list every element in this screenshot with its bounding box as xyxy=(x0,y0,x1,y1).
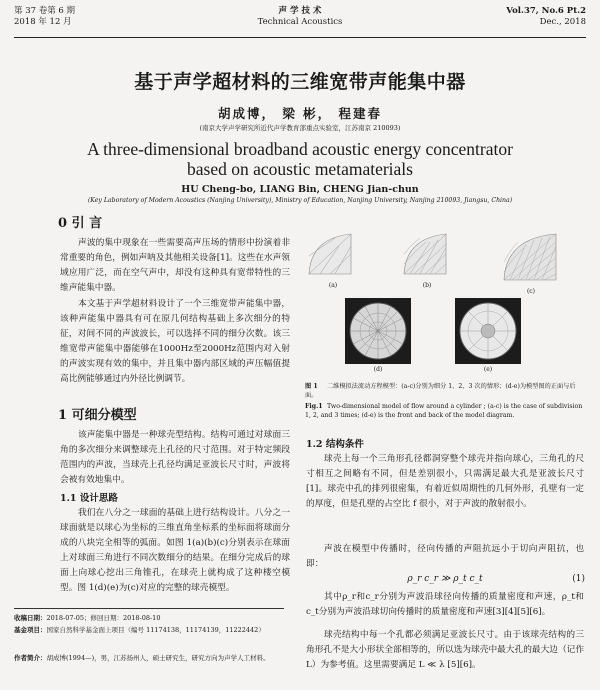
journal-name xyxy=(14,6,586,27)
title-en xyxy=(0,139,600,179)
footnote-fund xyxy=(14,626,294,635)
figure-1b-label: (b) xyxy=(422,282,432,289)
figure-1-label-en: Fig.1 xyxy=(305,403,323,410)
journal-name-zh: 声 学 技 术 xyxy=(278,6,322,16)
journal-volume-en xyxy=(506,6,586,27)
authors-zh: 胡成博， 梁 彬， 程建春 xyxy=(217,106,383,121)
running-header xyxy=(14,6,586,36)
figure-1c-label: (c) xyxy=(526,288,536,295)
figure-1d-sphere-front xyxy=(345,298,411,364)
figure-1-caption-zh-text: 二维模拟法流动方程模型：(a-c)分别为细分 1、2、3 次的情形；(d-e)为模型图的正面与后面。 xyxy=(305,383,576,399)
header-rule xyxy=(14,37,586,38)
title-zh: 基于声学超材料的三维宽带声能集中器 xyxy=(134,71,466,93)
figure-1e-sphere-back xyxy=(455,298,521,364)
footnote-rule xyxy=(14,608,284,609)
figure-1-caption-en xyxy=(305,402,585,420)
received-label: 收稿日期： xyxy=(14,614,47,622)
volume-issue: 第 37 卷第 6 期 xyxy=(14,6,76,16)
figure-1 xyxy=(305,228,590,378)
figure-1a-label: (a) xyxy=(328,282,338,289)
subsection-1-2-paragraph-2: 声波在模型中传播时，径向传播的声阻抗远小于切向声阻抗，也即： xyxy=(306,544,584,569)
title-en-line1: A three-dimensional broadband acoustic energy concentrator xyxy=(87,139,513,159)
equation-1 xyxy=(305,574,585,584)
section-1-paragraph-1: 该声能集中器是一种球壳型结构。结构可通过对球面三角的多次细分来调整球壳上孔径的尺寸范围。对于特定频段范围内的声波，当球壳上孔径均满足亚波长尺寸时，声波将会被有效地集中。 xyxy=(60,430,290,485)
fund-label: 基金项目： xyxy=(14,626,47,634)
journal-name-en: Technical Acoustics xyxy=(257,16,343,27)
issue-date-zh: 2018 年 12 月 xyxy=(14,16,72,27)
issue-date-en: Dec., 2018 xyxy=(539,16,586,27)
figure-1a-octant-mesh xyxy=(305,228,357,280)
authors-en: HU Cheng-bo, LIANG Bin, CHENG Jian-chun xyxy=(181,184,419,195)
figure-1c-octant-mesh xyxy=(500,228,562,286)
author-label: 作者简介： xyxy=(14,654,47,662)
figure-1-caption-zh xyxy=(305,382,585,400)
figure-1b-octant-mesh xyxy=(400,228,452,280)
affiliation-en: (Key Laboratory of Modern Acoustics (Nanjing University), Ministry of Education, Nanjing University, Nanjing 210093, Jiangsu, China) xyxy=(87,197,513,204)
equation-1-number: (1) xyxy=(572,574,585,584)
subsection-1-1-heading: 1.1 设计思路 xyxy=(60,493,118,504)
equation-1-body: ρ_r c_r ≫ ρ_t c_t xyxy=(407,574,483,584)
subsection-1-2-paragraph-3: 其中ρ_r和c_r分别为声波沿球径向传播的质量密度和声速，ρ_t和c_t分别为声波沿球切向传播时的质量密度和声速[3][4][5][6]。 xyxy=(306,592,584,617)
figure-1d-label: (d) xyxy=(373,366,383,373)
section-0-paragraph-1: 声波的集中现象在一些需要高声压场的情形中扮演着非常重要的角色，例如声呐及其他相关设备[1]。这些在水声领域应用广泛，而在空气声中，却没有这种具有宽带特性的三维声能集中器。 xyxy=(60,238,290,293)
footnote-received xyxy=(14,614,294,623)
author-bio: 胡成博(1994—)，男，江苏扬州人，硕士研究生，研究方向为声学人工材料。 xyxy=(46,654,270,662)
section-0-paragraph-2: 本文基于声学超材料设计了一个三维宽带声能集中器，该种声能集中器具有可在原几何结构基础上多次细分的特征，对间不同的声波波长，可以选择不同的细分次数。该三维宽带声能集中器能够在1000Hz至2000Hz范围内对入射的声波实现有效的集中，并且集中器内部区域的声压幅值提高比例能够通过内外径比例调节。 xyxy=(60,299,290,384)
figure-1e-label: (e) xyxy=(483,366,493,373)
subsection-1-1-paragraph: 我们在八分之一球面的基础上进行结构设计。八分之一球面就是以球心为坐标的三维直角坐标系的坐标面将球面分成的八块完全相等的弧面。如图 1(a)(b)(c)分别表示在球面上对球面三角进行不同次数细分的结果。在细分完成后的球面上向球心挖出三角锥孔，在球壳上就构成了这种楼空模型。图 1(d)(e)为(c)对应的完整的球壳模型。 xyxy=(60,508,290,593)
footnote-author xyxy=(14,654,294,663)
volume-issue-en: Vol.37, No.6 Pt.2 xyxy=(506,6,586,16)
received-dates: 2018-07-05；修回日期：2018-08-10 xyxy=(46,614,161,622)
subsection-1-2-heading: 1.2 结构条件 xyxy=(306,439,364,450)
title-en-line2: based on acoustic metamaterials xyxy=(187,159,413,179)
section-1-heading: 1 可细分模型 xyxy=(58,408,137,423)
figure-1-label-zh: 图 1 xyxy=(305,383,318,390)
subsection-1-2-paragraph-4: 球壳结构中每一个孔都必须满足亚波长尺寸。由于该球壳结构的三角形孔不是大小形状全部相等的，所以选为球壳中最大孔的最大边（记作 L）为参考值。这里需要满足 L ≪ λ [5][6]。 xyxy=(306,630,584,670)
figure-1-caption-en-text: Two-dimensional model of flow around a cylinder ; (a-c) is the case of subdivision 1, 2, and 3 times; (d-e) is the front and back of the model diagram. xyxy=(305,403,583,419)
fund-text: 国家自然科学基金面上项目（编号 11174138，11174139，11222442） xyxy=(46,626,265,634)
subsection-1-2-paragraph-1: 球壳上每一个三角形孔径都洞穿整个球壳并指向球心，三角孔的尺寸相互之间略有不同，但是差别很小，只需满足最大孔是亚波长尺寸[1]。球壳中孔的排列很密集，有着近似周期性的几何外形，孔壁有一定的厚度，但是孔壁的占空比 f 很小，对于声波的散射很小。 xyxy=(306,454,584,509)
section-0-heading: 0 引 言 xyxy=(58,216,103,231)
affiliation-zh: (南京大学声学研究所近代声学教育部重点实验室，江苏南京 210093) xyxy=(199,124,401,132)
